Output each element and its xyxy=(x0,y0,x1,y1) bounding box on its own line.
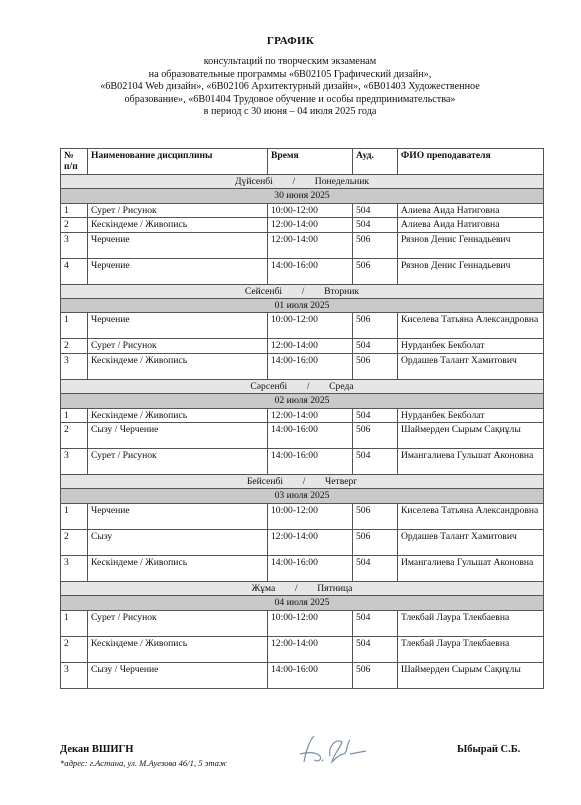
date-row xyxy=(61,394,544,408)
cell-time: 14:00-16:00 xyxy=(268,258,353,284)
cell-room: 506 xyxy=(353,353,398,379)
cell-subject: Кескіндеме / Живопись xyxy=(88,218,268,232)
cell-number: 3 xyxy=(61,555,88,581)
cell-teacher: Тлекбай Лаура Тлекбаевна xyxy=(398,610,544,636)
cell-time: 14:00-16:00 xyxy=(268,449,353,475)
cell-teacher: Имангалиева Гульшат Аконовна xyxy=(398,449,544,475)
cell-subject: Черчение xyxy=(88,313,268,339)
header-room: Ауд. xyxy=(353,149,398,175)
cell-time: 12:00-14:00 xyxy=(268,218,353,232)
table-row xyxy=(61,555,544,581)
cell-time: 14:00-16:00 xyxy=(268,423,353,449)
subtitle-line: на образовательные программы «6В02105 Графический дизайн», xyxy=(148,68,432,80)
date-cell: 01 июля 2025 xyxy=(61,299,544,313)
cell-time: 14:00-16:00 xyxy=(268,353,353,379)
cell-number: 1 xyxy=(61,610,88,636)
cell-teacher: Нурданбек Бекболат xyxy=(398,408,544,422)
day-name-cell: Жұма / Пятница xyxy=(61,581,544,595)
cell-number: 1 xyxy=(61,313,88,339)
table-row xyxy=(61,203,544,217)
cell-teacher: Ордашев Талант Хамитович xyxy=(398,353,544,379)
cell-subject: Сурет / Рисунок xyxy=(88,339,268,353)
day-name-ru: Четверг xyxy=(325,476,358,488)
table-row xyxy=(61,636,544,662)
cell-room: 506 xyxy=(353,662,398,688)
document-title: ГРАФИК xyxy=(266,35,315,47)
cell-number: 2 xyxy=(61,339,88,353)
cell-room: 506 xyxy=(353,423,398,449)
date-cell: 30 июня 2025 xyxy=(61,189,544,203)
header-teacher: ФИО преподавателя xyxy=(398,149,544,175)
cell-time: 12:00-14:00 xyxy=(268,529,353,555)
cell-room: 504 xyxy=(353,408,398,422)
cell-room: 504 xyxy=(353,203,398,217)
cell-teacher: Шаймерден Сырым Сақиұлы xyxy=(398,423,544,449)
cell-number: 3 xyxy=(61,353,88,379)
table-row xyxy=(61,610,544,636)
header-number: № п/п xyxy=(61,149,88,175)
cell-number: 3 xyxy=(61,662,88,688)
date-row xyxy=(61,596,544,610)
cell-teacher: Алиева Аида Натиговна xyxy=(398,218,544,232)
cell-time: 10:00-12:00 xyxy=(268,610,353,636)
cell-teacher: Шаймерден Сырым Сақиұлы xyxy=(398,662,544,688)
day-row xyxy=(61,379,544,393)
cell-teacher: Нурданбек Бекболат xyxy=(398,339,544,353)
header-time: Время xyxy=(268,149,353,175)
table-row xyxy=(61,232,544,258)
cell-number: 1 xyxy=(61,503,88,529)
date-cell: 03 июля 2025 xyxy=(61,489,544,503)
subtitle-line: «6В02104 Web дизайн», «6В02106 Архитектурный дизайн», «6В01403 Художественное xyxy=(100,81,480,93)
date-cell: 02 июля 2025 xyxy=(61,394,544,408)
table-row xyxy=(61,449,544,475)
cell-subject: Кескіндеме / Живопись xyxy=(88,555,268,581)
cell-subject: Черчение xyxy=(88,503,268,529)
day-name-cell: Дүйсенбі / Понедельник xyxy=(61,175,544,189)
cell-room: 506 xyxy=(353,529,398,555)
cell-time: 12:00-14:00 xyxy=(268,408,353,422)
cell-number: 2 xyxy=(61,423,88,449)
day-name-kz: Бейсенбі xyxy=(246,476,284,488)
cell-teacher: Имангалиева Гульшат Аконовна xyxy=(398,555,544,581)
dean-title: Декан ВШИГН xyxy=(60,744,134,755)
address-note: *адрес: г.Астана, ул. М.Ауезова 46/1, 5 этаж xyxy=(60,758,227,768)
cell-number: 2 xyxy=(61,636,88,662)
cell-subject: Кескіндеме / Живопись xyxy=(88,408,268,422)
cell-time: 12:00-14:00 xyxy=(268,232,353,258)
cell-subject: Кескіндеме / Живопись xyxy=(88,636,268,662)
day-name-kz: Жұма xyxy=(251,582,276,594)
cell-subject: Сызу xyxy=(88,529,268,555)
cell-teacher: Рязнов Денис Геннадьевич xyxy=(398,232,544,258)
day-name-ru: Вторник xyxy=(324,285,360,297)
cell-number: 4 xyxy=(61,258,88,284)
signer-name: Ыбырай С.Б. xyxy=(457,744,521,755)
day-name-cell: Сейсенбі / Вторник xyxy=(61,284,544,298)
table-row xyxy=(61,313,544,339)
subtitle-line: консультаций по творческим экзаменам xyxy=(203,56,377,67)
cell-time: 14:00-16:00 xyxy=(268,555,353,581)
cell-time: 14:00-16:00 xyxy=(268,662,353,688)
cell-time: 12:00-14:00 xyxy=(268,339,353,353)
cell-time: 12:00-14:00 xyxy=(268,636,353,662)
cell-time: 10:00-12:00 xyxy=(268,313,353,339)
header-subject: Наименование дисциплины xyxy=(88,149,268,175)
cell-room: 504 xyxy=(353,218,398,232)
cell-teacher: Киселева Татьяна Александровна xyxy=(398,503,544,529)
cell-subject: Черчение xyxy=(88,232,268,258)
day-row xyxy=(61,175,544,189)
day-name-kz: Сейсенбі xyxy=(244,285,283,297)
day-name-ru: Понедельник xyxy=(314,176,370,187)
table-row xyxy=(61,529,544,555)
date-row xyxy=(61,489,544,503)
day-name-cell: Бейсенбі / Четверг xyxy=(61,475,544,489)
cell-teacher: Киселева Татьяна Александровна xyxy=(398,313,544,339)
date-row xyxy=(61,299,544,313)
cell-time: 10:00-12:00 xyxy=(268,503,353,529)
date-cell: 04 июля 2025 xyxy=(61,596,544,610)
cell-number: 1 xyxy=(61,203,88,217)
table-row xyxy=(61,218,544,232)
day-name-ru: Пятница xyxy=(317,582,353,594)
table-row xyxy=(61,339,544,353)
table-header-row xyxy=(61,149,544,175)
cell-room: 504 xyxy=(353,449,398,475)
table-row xyxy=(61,408,544,422)
cell-subject: Черчение xyxy=(88,258,268,284)
cell-subject: Кескіндеме / Живопись xyxy=(88,353,268,379)
subtitle-line: в период с 30 июня – 04 июля 2025 года xyxy=(203,106,377,118)
table-row xyxy=(61,353,544,379)
schedule-table xyxy=(60,148,544,689)
cell-room: 506 xyxy=(353,232,398,258)
day-name-kz: Дүйсенбі xyxy=(234,176,273,187)
day-name-cell: Сәрсенбі / Среда xyxy=(61,379,544,393)
cell-room: 506 xyxy=(353,503,398,529)
cell-room: 504 xyxy=(353,636,398,662)
cell-room: 504 xyxy=(353,339,398,353)
cell-subject: Сурет / Рисунок xyxy=(88,203,268,217)
cell-teacher: Тлекбай Лаура Тлекбаевна xyxy=(398,636,544,662)
cell-subject: Сызу / Черчение xyxy=(88,423,268,449)
cell-room: 504 xyxy=(353,555,398,581)
cell-room: 506 xyxy=(353,258,398,284)
cell-number: 2 xyxy=(61,529,88,555)
day-row xyxy=(61,581,544,595)
cell-teacher: Ордашев Талант Хамитович xyxy=(398,529,544,555)
cell-subject: Сызу / Черчение xyxy=(88,662,268,688)
day-name-ru: Среда xyxy=(329,380,354,392)
table-row xyxy=(61,423,544,449)
table-row xyxy=(61,503,544,529)
document-subtitle xyxy=(40,56,540,119)
cell-subject: Сурет / Рисунок xyxy=(88,449,268,475)
cell-number: 3 xyxy=(61,449,88,475)
subtitle-line: образование», «6В01404 Трудовое обучение и особы предпринимательства» xyxy=(124,93,456,105)
day-row xyxy=(61,284,544,298)
cell-room: 504 xyxy=(353,610,398,636)
signature-icon xyxy=(296,732,376,766)
day-name-kz: Сәрсенбі xyxy=(250,380,288,392)
cell-subject: Сурет / Рисунок xyxy=(88,610,268,636)
cell-number: 1 xyxy=(61,408,88,422)
table-row xyxy=(61,662,544,688)
cell-number: 2 xyxy=(61,218,88,232)
cell-number: 3 xyxy=(61,232,88,258)
cell-teacher: Рязнов Денис Геннадьевич xyxy=(398,258,544,284)
date-row xyxy=(61,189,544,203)
cell-time: 10:00-12:00 xyxy=(268,203,353,217)
cell-room: 506 xyxy=(353,313,398,339)
table-row xyxy=(61,258,544,284)
cell-teacher: Алиева Аида Натиговна xyxy=(398,203,544,217)
day-row xyxy=(61,475,544,489)
